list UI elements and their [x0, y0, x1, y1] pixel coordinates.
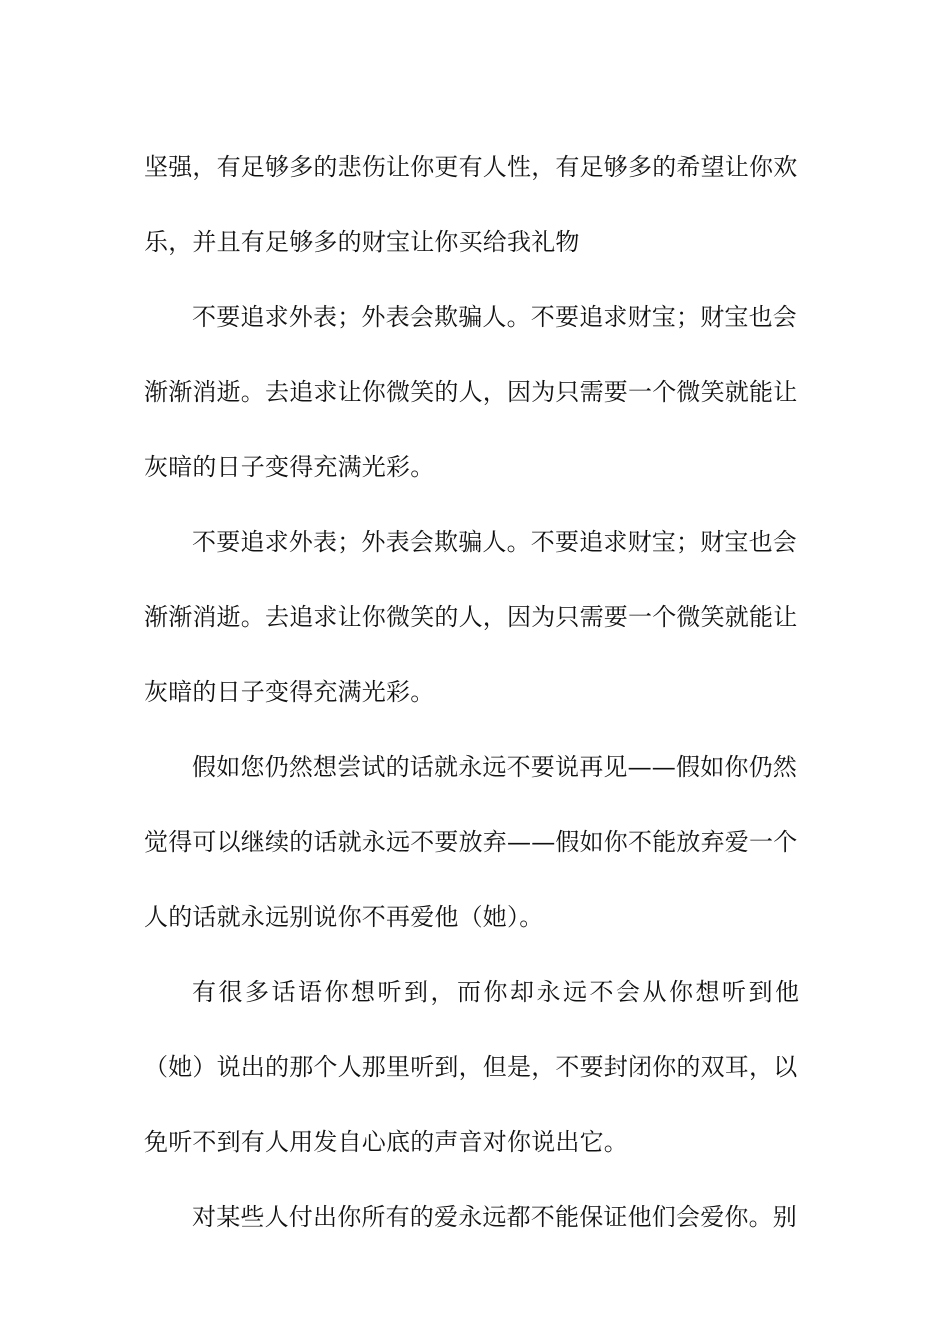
text-line: 假如您仍然想尝试的话就永远不要说再见——假如你仍然: [192, 753, 797, 781]
text-line: 乐，并且有足够多的财宝让你买给我礼物: [144, 228, 580, 256]
text-line: 灰暗的日子变得充满光彩。: [144, 453, 435, 481]
text-line: 不要追求外表；外表会欺骗人。不要追求财宝；财宝也会: [192, 528, 797, 556]
text-line: 人的话就永远别说你不再爱他（她）。: [144, 903, 544, 931]
text-line: 渐渐消逝。去追求让你微笑的人，因为只需要一个微笑就能让: [144, 378, 798, 406]
paragraph-6: [144, 1180, 806, 1255]
paragraph-2: [144, 280, 806, 505]
paragraph-3: [144, 505, 806, 730]
text-line: （她）说出的那个人那里听到，但是，不要封闭你的双耳，以: [144, 1053, 798, 1081]
text-line: 对某些人付出你所有的爱永远都不能保证他们会爱你。别: [192, 1203, 797, 1231]
text-line: 坚强，有足够多的悲伤让你更有人性，有足够多的希望让你欢: [144, 153, 798, 181]
text-line: 觉得可以继续的话就永远不要放弃——假如你不能放弃爱一个: [144, 828, 798, 856]
text-line: 免听不到有人用发自心底的声音对你说出它。: [144, 1128, 628, 1156]
text-line: 不要追求外表；外表会欺骗人。不要追求财宝；财宝也会: [192, 303, 797, 331]
paragraph-5: [144, 955, 806, 1180]
text-line: 渐渐消逝。去追求让你微笑的人，因为只需要一个微笑就能让: [144, 603, 798, 631]
text-line: 灰暗的日子变得充满光彩。: [144, 678, 435, 706]
text-line: 有很多话语你想听到，而你却永远不会从你想听到他: [192, 978, 802, 1006]
paragraph-4: [144, 730, 806, 955]
paragraph-1: [144, 130, 806, 280]
document-body: [144, 130, 806, 1255]
